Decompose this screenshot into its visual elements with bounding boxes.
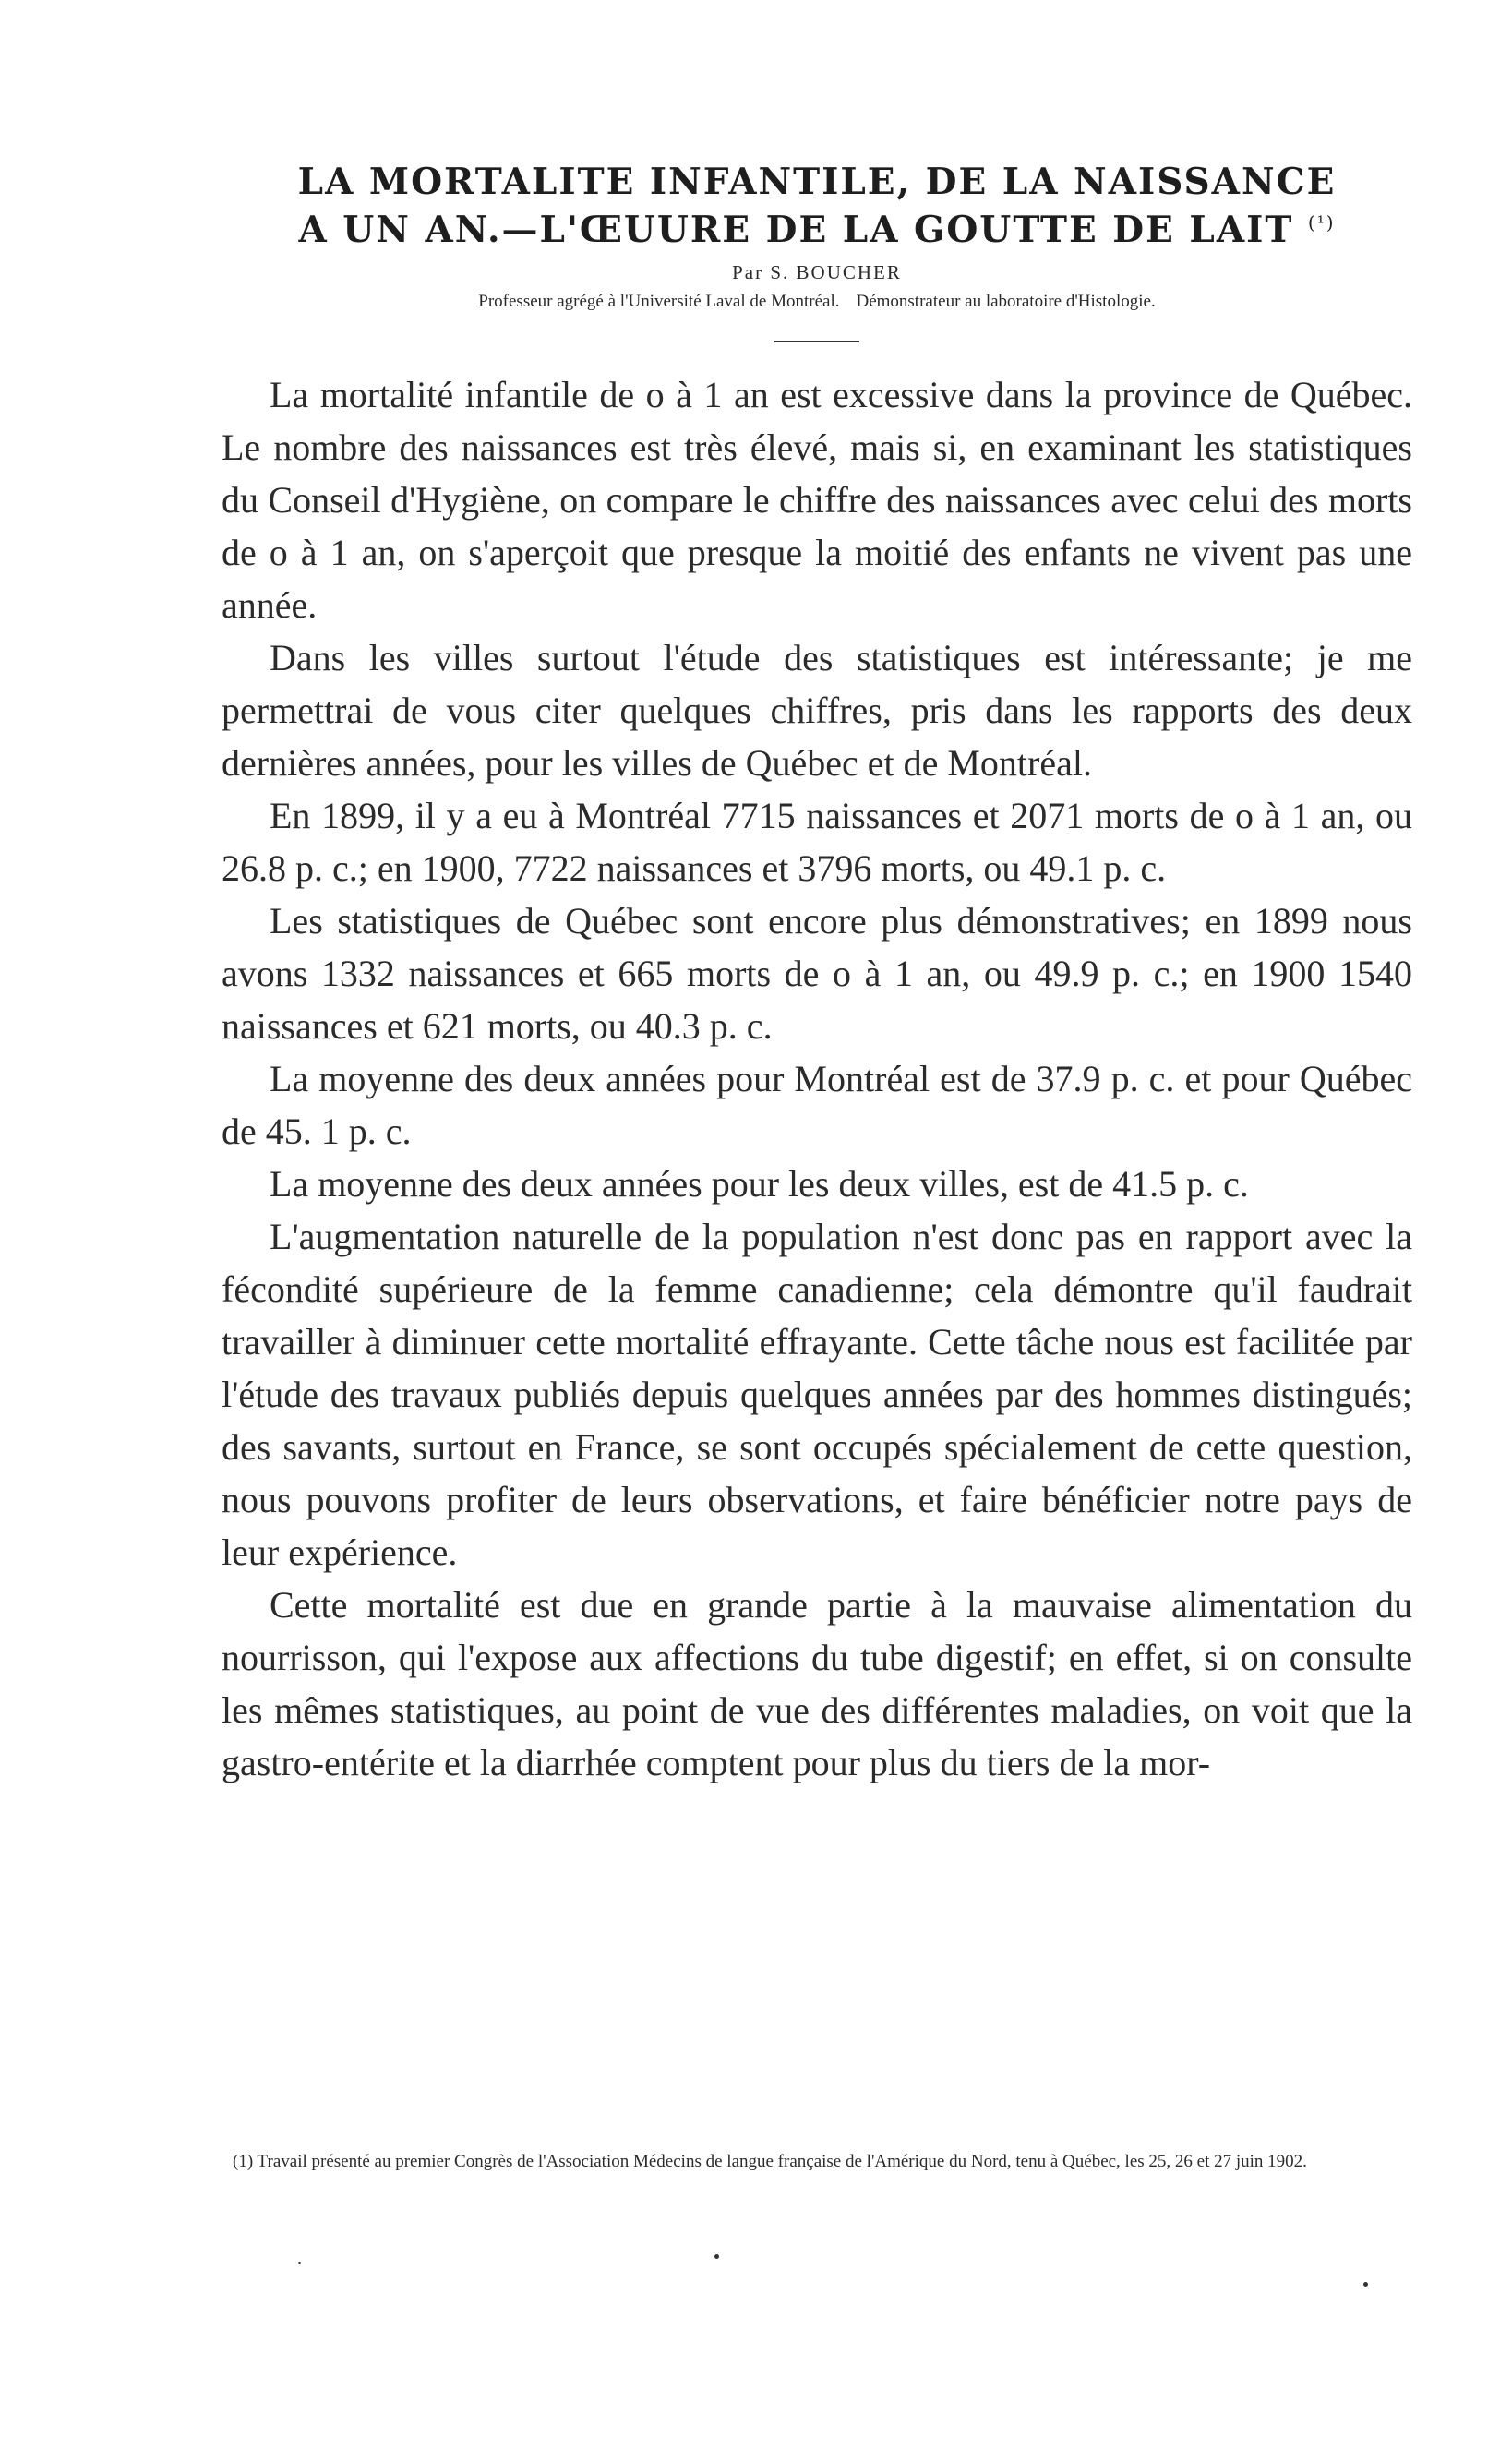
- print-speck: [298, 2262, 301, 2264]
- affiliation-professor: Professeur agrégé à l'Université Laval de Montréal.: [478, 292, 840, 311]
- author-byline: Par S. BOUCHER: [732, 261, 902, 283]
- print-speck: [1363, 2282, 1368, 2287]
- article-body: [222, 368, 1412, 1789]
- print-speck: [714, 2254, 719, 2259]
- author-affiliation: [222, 289, 1412, 315]
- footnotes: [222, 2149, 1412, 2174]
- affiliation-demonstrator: Démonstrateur au laboratoire d'Histologie.: [856, 292, 1156, 311]
- title-line-1: LA MORTALITE INFANTILE, DE LA NAISSANCE: [297, 161, 1337, 203]
- paragraph: L'augmentation naturelle de la population n'est donc pas en rapport avec la fécondité supérieure de la femme canadienne; cela démontre qu'il faudrait travailler à diminuer cette mortalité effrayante. Cette tâche nous est facilitée par l'étude des travaux publiés depuis quelques années par des hommes distingués; des savants, surtout en France, se sont occupés spécialement de cette question, nous pouvons profiter de leurs observations, et faire bénéficier notre pays de leur expérience.: [222, 1216, 1412, 1573]
- title-line-2: A UN AN.—L'ŒUURE DE LA GOUTTE DE LAIT: [298, 209, 1294, 251]
- paragraph: La mortalité infantile de o à 1 an est excessive dans la province de Québec. Le nombre des naissances est très élevé, mais si, en examinant les statistiques du Conseil d'Hygiène, on compare le chiffre des naissances avec celui des morts de o à 1 an, on s'aperçoit que presque la moitié des enfants ne vivent pas une année.: [222, 374, 1412, 626]
- article-title: [222, 162, 1412, 250]
- footnote-1: (1) Travail présenté au premier Congrès de l'Association Médecins de langue française de l'Amérique du Nord, tenu à Québec, les 25, 26 et 27 juin 1902.: [233, 2152, 1307, 2171]
- separator-rule: [774, 341, 859, 342]
- paragraph: En 1899, il y a eu à Montréal 7715 naissances et 2071 morts de o à 1 an, ou 26.8 p. c.; en 1900, 7722 naissances et 3796 morts, ou 49.1 p. c.: [222, 795, 1412, 889]
- paragraph: La moyenne des deux années pour Montréal est de 37.9 p. c. et pour Québec de 45. 1 p. c.: [222, 1058, 1412, 1152]
- paragraph: Dans les villes surtout l'étude des statistiques est intéressante; je me permettrai de vous citer quelques chiffres, pris dans les rapports des deux dernières années, pour les villes de Québec et de Montréal.: [222, 637, 1412, 784]
- paragraph: Cette mortalité est due en grande partie à la mauvaise alimentation du nourrisson, qui l'expose aux affections du tube digestif; en effet, si on consulte les mêmes statistiques, au point de vue des différentes maladies, on voit que la gastro-entérite et la diarrhée comptent pour plus du tiers de la mor-: [222, 1584, 1412, 1783]
- paragraph: Les statistiques de Québec sont encore plus démonstratives; en 1899 nous avons 1332 naissances et 665 morts de o à 1 an, ou 49.9 p. c.; en 1900 1540 naissances et 621 morts, ou 40.3 p. c.: [222, 900, 1412, 1047]
- title-footnote-marker: (¹): [1307, 211, 1336, 234]
- document-page: [222, 162, 1412, 2377]
- paragraph: La moyenne des deux années pour les deux villes, est de 41.5 p. c.: [270, 1163, 1249, 1205]
